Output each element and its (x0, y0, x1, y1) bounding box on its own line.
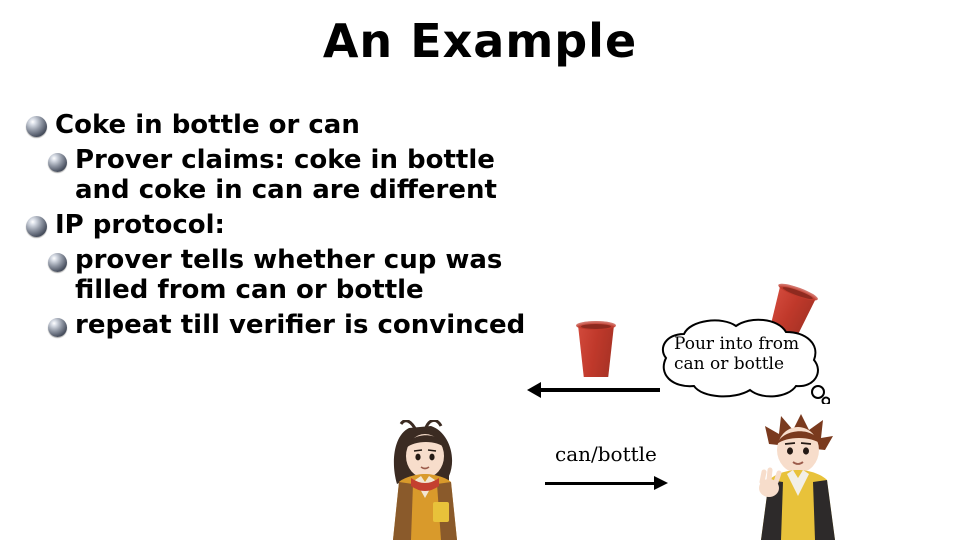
bullet-sphere-icon (48, 253, 67, 272)
prover-character (735, 410, 865, 540)
protocol-diagram (520, 270, 960, 540)
bullet-text: IP protocol: (55, 210, 225, 241)
bullet-text: Prover claims: coke in bottle and coke in can are different (75, 144, 497, 206)
page-title: An Example (322, 14, 638, 68)
cup-body (578, 325, 614, 377)
verifier-character (375, 420, 485, 540)
cup-rim-inner (581, 324, 611, 329)
red-cup-icon (578, 325, 614, 377)
bullet-text: prover tells whether cup was filled from can or bottle (75, 244, 503, 306)
bullet-text: Coke in bottle or can (55, 110, 360, 140)
bullet-sphere-icon (26, 116, 47, 137)
left-arrow-icon (540, 388, 660, 392)
bullet-sphere-icon (48, 318, 67, 337)
bullet-sphere-icon (26, 216, 47, 237)
arrow-label: can/bottle (555, 442, 657, 466)
bullet-list (26, 110, 546, 345)
verifier-character-art (375, 420, 485, 540)
arrow-head (654, 476, 668, 490)
list-item (26, 110, 546, 141)
thought-bubble-text: Pour into from can or bottle (674, 334, 800, 375)
bullet-sphere-icon (48, 153, 67, 172)
bullet-text: repeat till verifier is convinced (75, 310, 526, 341)
right-arrow-icon (545, 482, 655, 485)
list-item (48, 310, 546, 341)
prover-character-art (735, 410, 865, 540)
list-item (48, 145, 546, 206)
list-item (26, 210, 546, 241)
list-item (48, 245, 546, 306)
thought-bubble (650, 318, 830, 404)
arrow-head (527, 382, 541, 398)
